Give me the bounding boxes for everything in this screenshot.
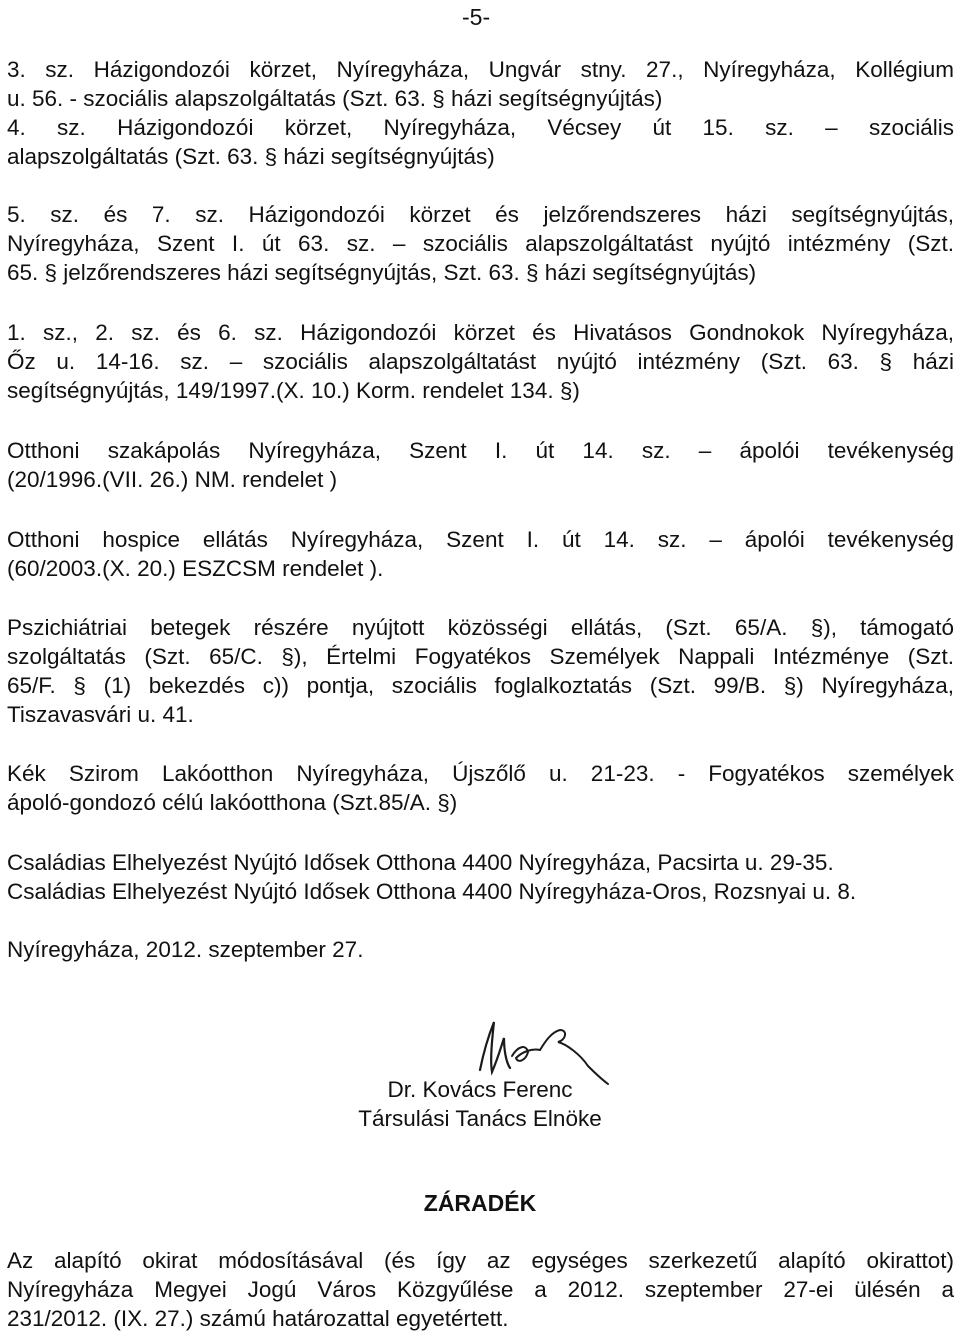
date-line: [7, 935, 954, 964]
text-line: Otthoni hospice ellátás Nyíregyháza, Szent I. út 14. sz. – ápolói tevékenység: [7, 527, 954, 552]
text-line: segítségnyújtás, 149/1997.(X. 10.) Korm. rendelet 134. §): [7, 378, 580, 403]
signatory-name: Dr. Kovács Ferenc: [387, 1077, 573, 1102]
text-line: ápoló-gondozó célú lakóotthona (Szt.85/A. §): [7, 790, 458, 815]
text-line: u. 56. - szociális alapszolgáltatás (Szt. 63. § házi segítségnyújtás): [7, 86, 663, 111]
text-line: (20/1996.(VII. 26.) NM. rendelet ): [7, 467, 338, 492]
text-line: 4. sz. Házigondozói körzet, Nyíregyháza, Vécsey út 15. sz. – szociális: [7, 115, 954, 140]
text-line: Az alapító okirat módosításával (és így az egységes szerkezetű alapító okirattot): [7, 1248, 954, 1273]
paragraph-elderly-homes: [7, 848, 954, 906]
text-line: Tiszavasvári u. 41.: [7, 702, 194, 727]
clause-heading: ZÁRADÉK: [423, 1190, 537, 1216]
text-line: szolgáltatás (Szt. 65/C. §), Értelmi Fogyatékos Személyek Nappali Intézménye (Szt.: [7, 644, 954, 669]
text-line: Kék Szirom Lakóotthon Nyíregyháza, Újszőlő u. 21-23. - Fogyatékos személyek: [7, 761, 954, 786]
text-line: 1. sz., 2. sz. és 6. sz. Házigondozói körzet és Hivatásos Gondnokok Nyíregyháza,: [7, 320, 954, 345]
text-line: 231/2012. (IX. 27.) számú határozattal egyetértett.: [7, 1306, 509, 1331]
page-number: -5-: [462, 4, 491, 30]
text-line: Őz u. 14-16. sz. – szociális alapszolgáltatást nyújtó intézmény (Szt. 63. § házi: [7, 349, 954, 374]
text-line: (60/2003.(X. 20.) ESZCSM rendelet ).: [7, 556, 384, 581]
text-line: 65. § jelzőrendszeres házi segítségnyújtás, Szt. 63. § házi segítségnyújtás): [7, 260, 757, 285]
paragraph-residential-home: [7, 759, 954, 817]
paragraph-home-care-districts-1-2-6: [7, 318, 954, 405]
paragraph-home-care-districts-5-7: [7, 200, 954, 287]
paragraph-psychiatric-care: [7, 613, 954, 729]
text-line: Nyíregyháza, Szent I. út 63. sz. – szociális alapszolgáltatást nyújtó intézmény (Szt.: [7, 231, 954, 256]
text-line: 5. sz. és 7. sz. Házigondozói körzet és jelzőrendszeres házi segítségnyújtás,: [7, 202, 954, 227]
text-line: Nyíregyháza, 2012. szeptember 27.: [7, 937, 364, 962]
text-line: Pszichiátriai betegek részére nyújtott közösségi ellátás, (Szt. 65/A. §), támogató: [7, 615, 954, 640]
paragraph-home-care-districts-3-4: [7, 55, 954, 171]
paragraph-home-hospice: [7, 525, 954, 583]
text-line: Családias Elhelyezést Nyújtó Idősek Otthona 4400 Nyíregyháza-Oros, Rozsnyai u. 8.: [7, 879, 857, 904]
clause-paragraph: [7, 1246, 954, 1333]
text-line: 3. sz. Házigondozói körzet, Nyíregyháza, Ungvár stny. 27., Nyíregyháza, Kollégium: [7, 57, 954, 82]
text-line: Otthoni szakápolás Nyíregyháza, Szent I. út 14. sz. – ápolói tevékenység: [7, 438, 954, 463]
paragraph-home-nursing: [7, 436, 954, 494]
text-line: Nyíregyháza Megyei Jogú Város Közgyűlése a 2012. szeptember 27-ei ülésén a: [7, 1277, 954, 1302]
text-line: Családias Elhelyezést Nyújtó Idősek Otthona 4400 Nyíregyháza, Pacsirta u. 29-35.: [7, 850, 834, 875]
text-line: alapszolgáltatás (Szt. 63. § házi segítségnyújtás): [7, 144, 495, 169]
text-line: 65/F. § (1) bekezdés c)) pontja, szociális foglalkoztatás (Szt. 99/B. §) Nyíregyháza,: [7, 673, 954, 698]
signatory-role: Társulási Tanács Elnöke: [358, 1106, 602, 1131]
